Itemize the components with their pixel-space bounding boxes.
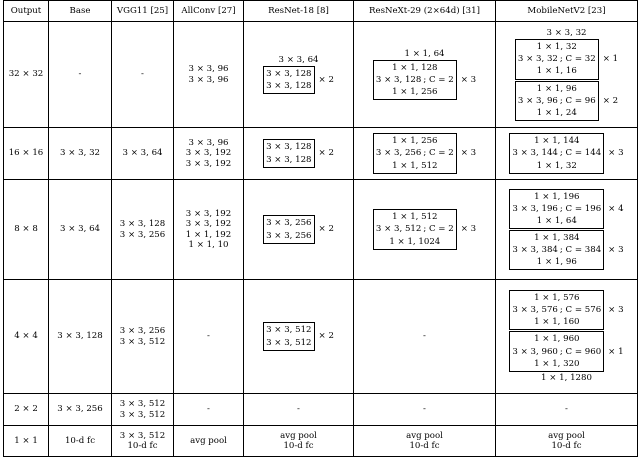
bracket-matrix xyxy=(373,209,457,249)
cell-output: 4 × 4 xyxy=(4,280,49,394)
cell-resnext29 xyxy=(354,128,496,180)
bracket-value: 3 × 3, 384 xyxy=(512,245,558,256)
header-row xyxy=(4,1,638,22)
cell-line: 3 × 3, 128 xyxy=(119,219,166,230)
cardinality-label: ; C = 2 xyxy=(423,75,454,85)
cell-base xyxy=(49,180,112,280)
architecture-table xyxy=(3,0,638,457)
bracket-matrix xyxy=(509,230,604,270)
bracket-line xyxy=(376,223,454,235)
table-row-8x8 xyxy=(4,180,638,280)
bracket-matrix xyxy=(509,133,604,173)
cell-line: 3 × 3, 96 xyxy=(188,138,229,149)
cell-vgg11 xyxy=(112,128,174,180)
bracket-matrix xyxy=(263,66,314,94)
cell-allconv xyxy=(174,394,244,426)
cell-output: 32 × 32 xyxy=(4,22,49,128)
cell-line: 1 × 1, 10 xyxy=(188,239,229,250)
bracket-line xyxy=(512,203,601,215)
bracket-line: 1 × 1, 512 xyxy=(392,212,438,223)
cell-line: 3 × 3, 64 xyxy=(122,148,163,159)
col-header-resnet18: ResNet-18 [8] xyxy=(244,1,354,22)
bracket-line xyxy=(512,304,601,316)
channel-label: ; C = 960 xyxy=(559,346,602,357)
bracket-line: 1 × 1, 256 xyxy=(392,136,438,147)
cell-line: 3 × 3, 512 xyxy=(119,336,166,347)
bracket-line: 3 × 3, 128 xyxy=(266,81,312,92)
cell-line: - xyxy=(78,69,82,80)
block-multiplier: × 2 xyxy=(602,95,619,106)
bracket-line: 1 × 1, 32 xyxy=(536,160,577,171)
bracket-line xyxy=(376,74,454,86)
bracket-line: 1 × 1, 576 xyxy=(534,293,580,303)
block-multiplier: × 3 xyxy=(608,245,624,256)
bracket-block xyxy=(509,133,623,173)
block-multiplier: × 2 xyxy=(318,331,334,342)
cell-resnet18 xyxy=(244,426,354,457)
block-multiplier: × 3 xyxy=(460,75,477,85)
cell-line: 3 × 3, 256 xyxy=(119,229,166,240)
bracket-value: 3 × 3, 576 xyxy=(512,305,558,316)
bracket-line: 1 × 1, 512 xyxy=(392,160,438,171)
cell-line: 3 × 3, 128 xyxy=(57,331,103,342)
bracket-matrix xyxy=(509,331,604,371)
bracket-matrix xyxy=(515,81,599,121)
bracket-line xyxy=(512,147,601,159)
cell-vgg11 xyxy=(112,280,174,394)
cell-resnet18 xyxy=(244,180,354,280)
cell-resnext29: - xyxy=(354,280,496,394)
block-multiplier: × 3 xyxy=(460,224,477,235)
bracket-value: 3 × 3, 512 xyxy=(375,224,422,235)
bracket-line: 1 × 1, 1024 xyxy=(389,236,441,247)
bracket-line: 1 × 1, 144 xyxy=(534,136,580,147)
bracket-line: 1 × 1, 128 xyxy=(392,62,438,73)
channel-label: ; C = 144 xyxy=(559,148,602,159)
bracket-value: 3 × 3, 128 xyxy=(375,75,422,85)
cell-resnext29 xyxy=(354,426,496,457)
channel-label: ; C = 96 xyxy=(559,95,596,106)
bracket-matrix xyxy=(515,39,599,79)
cell-resnet18 xyxy=(244,280,354,394)
table-row-2x2 xyxy=(4,394,638,426)
cell-mobilenetv2 xyxy=(496,394,638,426)
cell-mobilenetv2 xyxy=(496,280,638,394)
cell-base xyxy=(49,426,112,457)
cell-line: 3 × 3, 512 xyxy=(119,430,166,441)
cell-vgg11 xyxy=(112,180,174,280)
cell-line: 3 × 3, 192 xyxy=(185,158,232,169)
cell-resnext29 xyxy=(354,180,496,280)
bracket-line: 3 × 3, 128 xyxy=(266,68,312,79)
bracket-line: 1 × 1, 96 xyxy=(536,83,577,94)
cell-line: - xyxy=(207,331,210,342)
cell-allconv xyxy=(174,426,244,457)
cell-line: 3 × 3, 256 xyxy=(57,404,103,415)
bracket-matrix xyxy=(263,322,314,350)
cell-resnet18 xyxy=(244,128,354,180)
table-row-4x4 xyxy=(4,280,638,394)
bracket-line xyxy=(518,53,596,65)
cell-line: - xyxy=(207,404,210,415)
cardinality-label: ; C = 2 xyxy=(423,148,454,159)
bracket-line: 3 × 3, 256 xyxy=(266,230,312,241)
cell-allconv xyxy=(174,280,244,394)
block-multiplier: × 1 xyxy=(608,346,624,357)
bracket-line: 1 × 1, 32 xyxy=(536,42,577,53)
cell-line: 3 × 3, 32 xyxy=(546,28,587,38)
channel-label: ; C = 576 xyxy=(559,305,602,316)
bracket-line: 1 × 1, 160 xyxy=(534,317,580,328)
cell-base xyxy=(49,394,112,426)
cell-resnet18 xyxy=(244,394,354,426)
cell-mobilenetv2 xyxy=(496,180,638,280)
cell-line: 10-d fc xyxy=(409,441,440,451)
table-row-32x32 xyxy=(4,22,638,128)
bracket-block xyxy=(509,230,623,270)
block-multiplier: × 2 xyxy=(318,74,334,85)
col-header-output: Output xyxy=(4,1,49,22)
bracket-line: 1 × 1, 16 xyxy=(536,66,577,77)
cell-line: 3 × 3, 64 xyxy=(60,224,100,235)
cell-line: 3 × 3, 256 xyxy=(119,326,166,337)
cell-allconv xyxy=(174,180,244,280)
bracket-line: 1 × 1, 384 xyxy=(534,233,580,243)
bracket-line: 1 × 1, 320 xyxy=(534,358,580,369)
bracket-line: 1 × 1, 96 xyxy=(536,257,577,268)
cell-line: - xyxy=(565,404,568,415)
bracket-line: 3 × 3, 512 xyxy=(266,337,312,348)
cell-resnext29 xyxy=(354,22,496,128)
col-header-resnext29: ResNeXt-29 (2×64d) [31] xyxy=(354,1,496,22)
cell-line: 3 × 3, 96 xyxy=(188,74,229,85)
cell-line: 3 × 3, 192 xyxy=(185,219,232,230)
bracket-value: 3 × 3, 960 xyxy=(512,346,558,357)
bracket-block xyxy=(509,290,623,330)
cell-vgg11 xyxy=(112,394,174,426)
cell-output: 2 × 2 xyxy=(4,394,49,426)
cell-line: avg pool xyxy=(190,435,227,446)
bracket-matrix xyxy=(263,215,314,243)
cell-vgg11 xyxy=(112,22,174,128)
bracket-block xyxy=(263,322,334,350)
bracket-matrix xyxy=(509,290,604,330)
cell-line: 3 × 3, 96 xyxy=(188,64,229,75)
cell-mobilenetv2 xyxy=(496,128,638,180)
block-multiplier: × 4 xyxy=(608,203,624,214)
cell-base xyxy=(49,128,112,180)
bracket-matrix xyxy=(373,133,457,173)
bracket-value: 3 × 3, 256 xyxy=(375,148,422,159)
cell-allconv xyxy=(174,22,244,128)
bracket-block xyxy=(263,139,334,167)
bracket-block xyxy=(373,60,476,100)
bracket-block xyxy=(373,133,476,173)
bracket-value: 3 × 3, 196 xyxy=(512,203,558,214)
cell-line: 10-d fc xyxy=(64,435,96,446)
cell-output: 1 × 1 xyxy=(4,426,49,457)
bracket-line: 1 × 1, 64 xyxy=(536,215,577,226)
col-header-allconv: AllConv [27] xyxy=(174,1,244,22)
cell-line: - xyxy=(297,404,300,415)
cell-output: 16 × 16 xyxy=(4,128,49,180)
bracket-block xyxy=(515,81,618,121)
cell-line: 10-d fc xyxy=(127,441,158,451)
cell-line: - xyxy=(141,69,144,80)
bracket-value: 3 × 3, 96 xyxy=(517,95,558,106)
bracket-line: 1 × 1, 24 xyxy=(536,107,577,118)
bracket-value: 3 × 3, 144 xyxy=(512,148,558,159)
cell-line: avg pool xyxy=(548,430,585,441)
channel-label: ; C = 32 xyxy=(559,54,596,65)
cell-line: 3 × 3, 192 xyxy=(185,148,232,159)
table-row-16x16 xyxy=(4,128,638,180)
bracket-line: 3 × 3, 128 xyxy=(266,142,312,153)
cell-line: 10-d fc xyxy=(283,441,314,451)
cell-line: avg pool xyxy=(406,430,443,441)
bracket-block xyxy=(263,66,334,94)
cell-line: 3 × 3, 512 xyxy=(119,399,166,410)
cardinality-label: ; C = 2 xyxy=(423,224,454,235)
cell-line: 3 × 3, 64 xyxy=(278,54,319,65)
block-multiplier: × 1 xyxy=(602,54,619,65)
cell-allconv xyxy=(174,128,244,180)
table-row-1x1 xyxy=(4,426,638,457)
cell-base xyxy=(49,280,112,394)
bracket-block xyxy=(509,331,623,371)
bracket-line xyxy=(518,95,596,107)
bracket-line xyxy=(512,346,601,358)
col-header-vgg11: VGG11 [25] xyxy=(112,1,174,22)
cell-line: avg pool xyxy=(280,430,317,441)
bracket-line xyxy=(376,147,454,159)
bracket-matrix xyxy=(509,189,604,229)
cell-mobilenetv2 xyxy=(496,22,638,128)
bracket-line xyxy=(512,244,601,256)
bracket-block xyxy=(509,189,623,229)
bracket-line: 1 × 1, 256 xyxy=(392,87,438,98)
cell-vgg11 xyxy=(112,426,174,457)
block-multiplier: × 3 xyxy=(608,148,624,159)
cell-mobilenetv2 xyxy=(496,426,638,457)
col-header-base: Base xyxy=(49,1,112,22)
cell-line: 3 × 3, 32 xyxy=(60,148,100,159)
cell-line: 1 × 1, 192 xyxy=(185,229,232,240)
bracket-value: 3 × 3, 32 xyxy=(517,54,558,65)
cell-line: 1 × 1, 1280 xyxy=(541,372,592,383)
bracket-line: 1 × 1, 196 xyxy=(534,191,580,202)
cell-line: 3 × 3, 512 xyxy=(119,409,166,420)
bracket-line: 1 × 1, 960 xyxy=(534,334,580,345)
block-multiplier: × 2 xyxy=(318,224,334,235)
bracket-matrix xyxy=(263,139,314,167)
bracket-line: 3 × 3, 512 xyxy=(266,325,312,336)
bracket-block xyxy=(373,209,476,249)
channel-label: ; C = 196 xyxy=(559,203,602,214)
block-multiplier: × 2 xyxy=(318,148,334,159)
cell-output: 8 × 8 xyxy=(4,180,49,280)
bracket-line: 3 × 3, 128 xyxy=(266,154,312,165)
cell-line: 1 × 1, 64 xyxy=(404,48,445,59)
bracket-line: 3 × 3, 256 xyxy=(266,218,312,229)
block-multiplier: × 3 xyxy=(460,148,477,159)
block-multiplier: × 3 xyxy=(608,305,624,316)
cell-resnet18 xyxy=(244,22,354,128)
cell-line: 10-d fc xyxy=(551,441,582,451)
bracket-matrix xyxy=(373,60,457,100)
bracket-block xyxy=(515,39,618,79)
bracket-block xyxy=(263,215,334,243)
channel-label: ; C = 384 xyxy=(559,245,602,256)
cell-line: 3 × 3, 192 xyxy=(185,209,232,220)
cell-resnext29: - xyxy=(354,394,496,426)
cell-base xyxy=(49,22,112,128)
col-header-mobilenetv2: MobileNetV2 [23] xyxy=(496,1,638,22)
